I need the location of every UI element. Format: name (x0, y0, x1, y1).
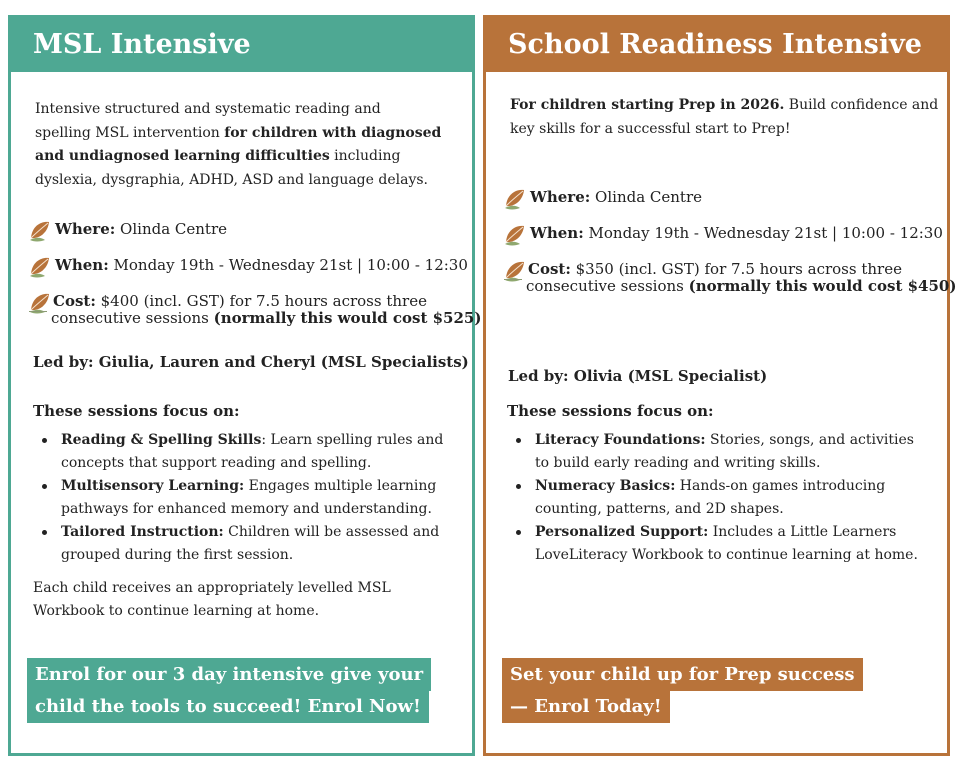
school-intro-line: key skills for a successful start to Prep! (510, 120, 791, 137)
msl-enrol-now-link[interactable]: child the tools to succeed! Enrol Now! (27, 690, 429, 723)
msl-led-by: Led by: Giulia, Lauren and Cheryl (MSL Specialists) (33, 353, 469, 371)
msl-intro-line: Intensive structured and systematic reading and (35, 101, 381, 117)
school-readiness-card (483, 15, 957, 756)
school-where-row: Where: Olinda Centre (504, 188, 944, 210)
leaf-underline (504, 279, 522, 280)
school-intro (510, 94, 940, 141)
msl-outro-line: Each child receives an appropriately levelled MSL (33, 580, 391, 596)
school-when-row: When: Monday 19th - Wednesday 21st | 10:00 - 12:30 (504, 224, 944, 246)
list-item: Multisensory Learning: Engages multiple learning pathways for enhanced memory and understanding. (33, 475, 458, 521)
msl-focus-heading: These sessions focus on: (33, 402, 240, 420)
leaf-icon (29, 256, 51, 278)
leaf-icon (504, 188, 526, 210)
list-item: Numeracy Basics: Hands-on games introducing counting, patterns, and 2D shapes. (507, 475, 932, 521)
msl-intensive-card (8, 15, 482, 756)
school-card-title: School Readiness Intensive (486, 18, 947, 72)
msl-focus-list (33, 429, 458, 567)
msl-enrol-cta[interactable]: Enrol for our 3 day intensive give your (27, 658, 431, 691)
msl-intro-line: spelling MSL intervention for children with diagnosed (35, 124, 442, 141)
school-intro-line: For children starting Prep in 2026. Build confidence and (510, 97, 939, 113)
list-item: Literacy Foundations: Stories, songs, and activities to build early reading and writing skills. (507, 429, 932, 475)
msl-outro (33, 577, 463, 623)
leaf-underline (29, 311, 47, 312)
leaf-icon (504, 224, 526, 246)
msl-cost-row: Cost: $400 (incl. GST) for 7.5 hours across three consecutive sessions (normally this would cost $525) (29, 292, 469, 332)
msl-intro (35, 98, 465, 192)
school-enrol-today-link[interactable]: — Enrol Today! (502, 690, 670, 723)
school-led-by: Led by: Olivia (MSL Specialist) (508, 367, 768, 385)
msl-intro-line: dyslexia, dysgraphia, ADHD, ASD and language delays. (35, 171, 428, 188)
msl-outro-line: Workbook to continue learning at home. (33, 603, 320, 619)
msl-where-row: Where: Olinda Centre (29, 220, 469, 242)
school-enrol-cta[interactable]: Set your child up for Prep success (502, 658, 863, 691)
msl-when-row: When: Monday 19th - Wednesday 21st | 10:00 - 12:30 (29, 256, 469, 278)
school-focus-list (507, 429, 932, 567)
list-item: Reading & Spelling Skills: Learn spelling rules and concepts that support reading and spelling. (33, 429, 458, 475)
list-item: Personalized Support: Includes a Little Learners LoveLiteracy Workbook to continue learning at home. (507, 521, 932, 567)
school-cost-row: Cost: $350 (incl. GST) for 7.5 hours across three consecutive sessions (normally this would cost $450) (504, 260, 944, 300)
leaf-icon (29, 220, 51, 242)
school-focus-heading: These sessions focus on: (507, 402, 714, 420)
list-item: Tailored Instruction: Children will be assessed and grouped during the first session. (33, 521, 458, 567)
msl-card-title: MSL Intensive (11, 18, 472, 72)
msl-intro-line: and undiagnosed learning difficulties including (35, 148, 401, 164)
